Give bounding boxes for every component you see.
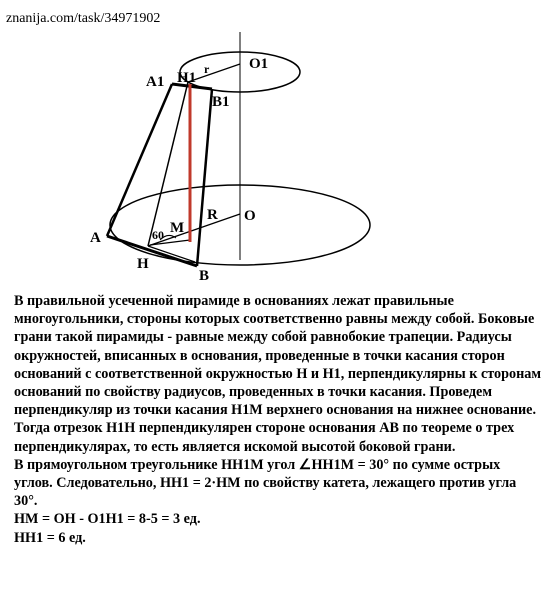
label-a: A [90,230,101,246]
calc-hh1: НН1 = 6 ед. [14,529,86,546]
label-m: M [170,220,185,236]
solution-text [14,292,542,547]
calc-hm: НМ = ОН - О1Н1 = 8-5 = 3 ед. [14,511,201,528]
label-h1: H1 [177,70,197,86]
label-o: O [244,208,256,224]
paragraph-1: В правильной усеченной пирамиде в основаниях лежат правильные многоугольники, стороны которых соответственно равны между собой. Боковые грани такой пирамиды - равные между собой равнобокие трапеции. Радиусы окружностей, вписанных в основания, проведенные в точки касания сторон оснований с соответственной окружностью Н и Н1, перпендикулярны к сторонам оснований по свойству радиусов, проведенных в точки касания. Проведем перпендикуляр из точки касания Н1М верхнего основания на нижнее основание. Тогда отрезок Н1Н перпендикулярен стороне основания АВ по теореме о трех перпендикулярах, то есть является искомой высотой боковой грани. [14,293,542,455]
paragraph-2: В прямоугольном треугольнике НН1М угол ∠НН1М = 30° по сумме острых углов. Следовательно, НН1 = 2·НМ по свойству катета, лежащего против угла 30°. [14,456,517,510]
label-o1: O1 [249,56,269,72]
label-h: H [137,256,149,272]
label-angle: 60 [152,228,164,242]
label-R: R [207,207,218,223]
label-b: B [199,268,210,284]
label-r: r [204,62,210,76]
edge-a-a1 [107,84,172,236]
pyramid-diagram [0,0,546,290]
edge-b-b1 [197,89,212,266]
label-b1: B1 [212,94,230,110]
label-a1: A1 [146,74,165,90]
source-url: znanija.com/task/34971902 [6,11,161,26]
